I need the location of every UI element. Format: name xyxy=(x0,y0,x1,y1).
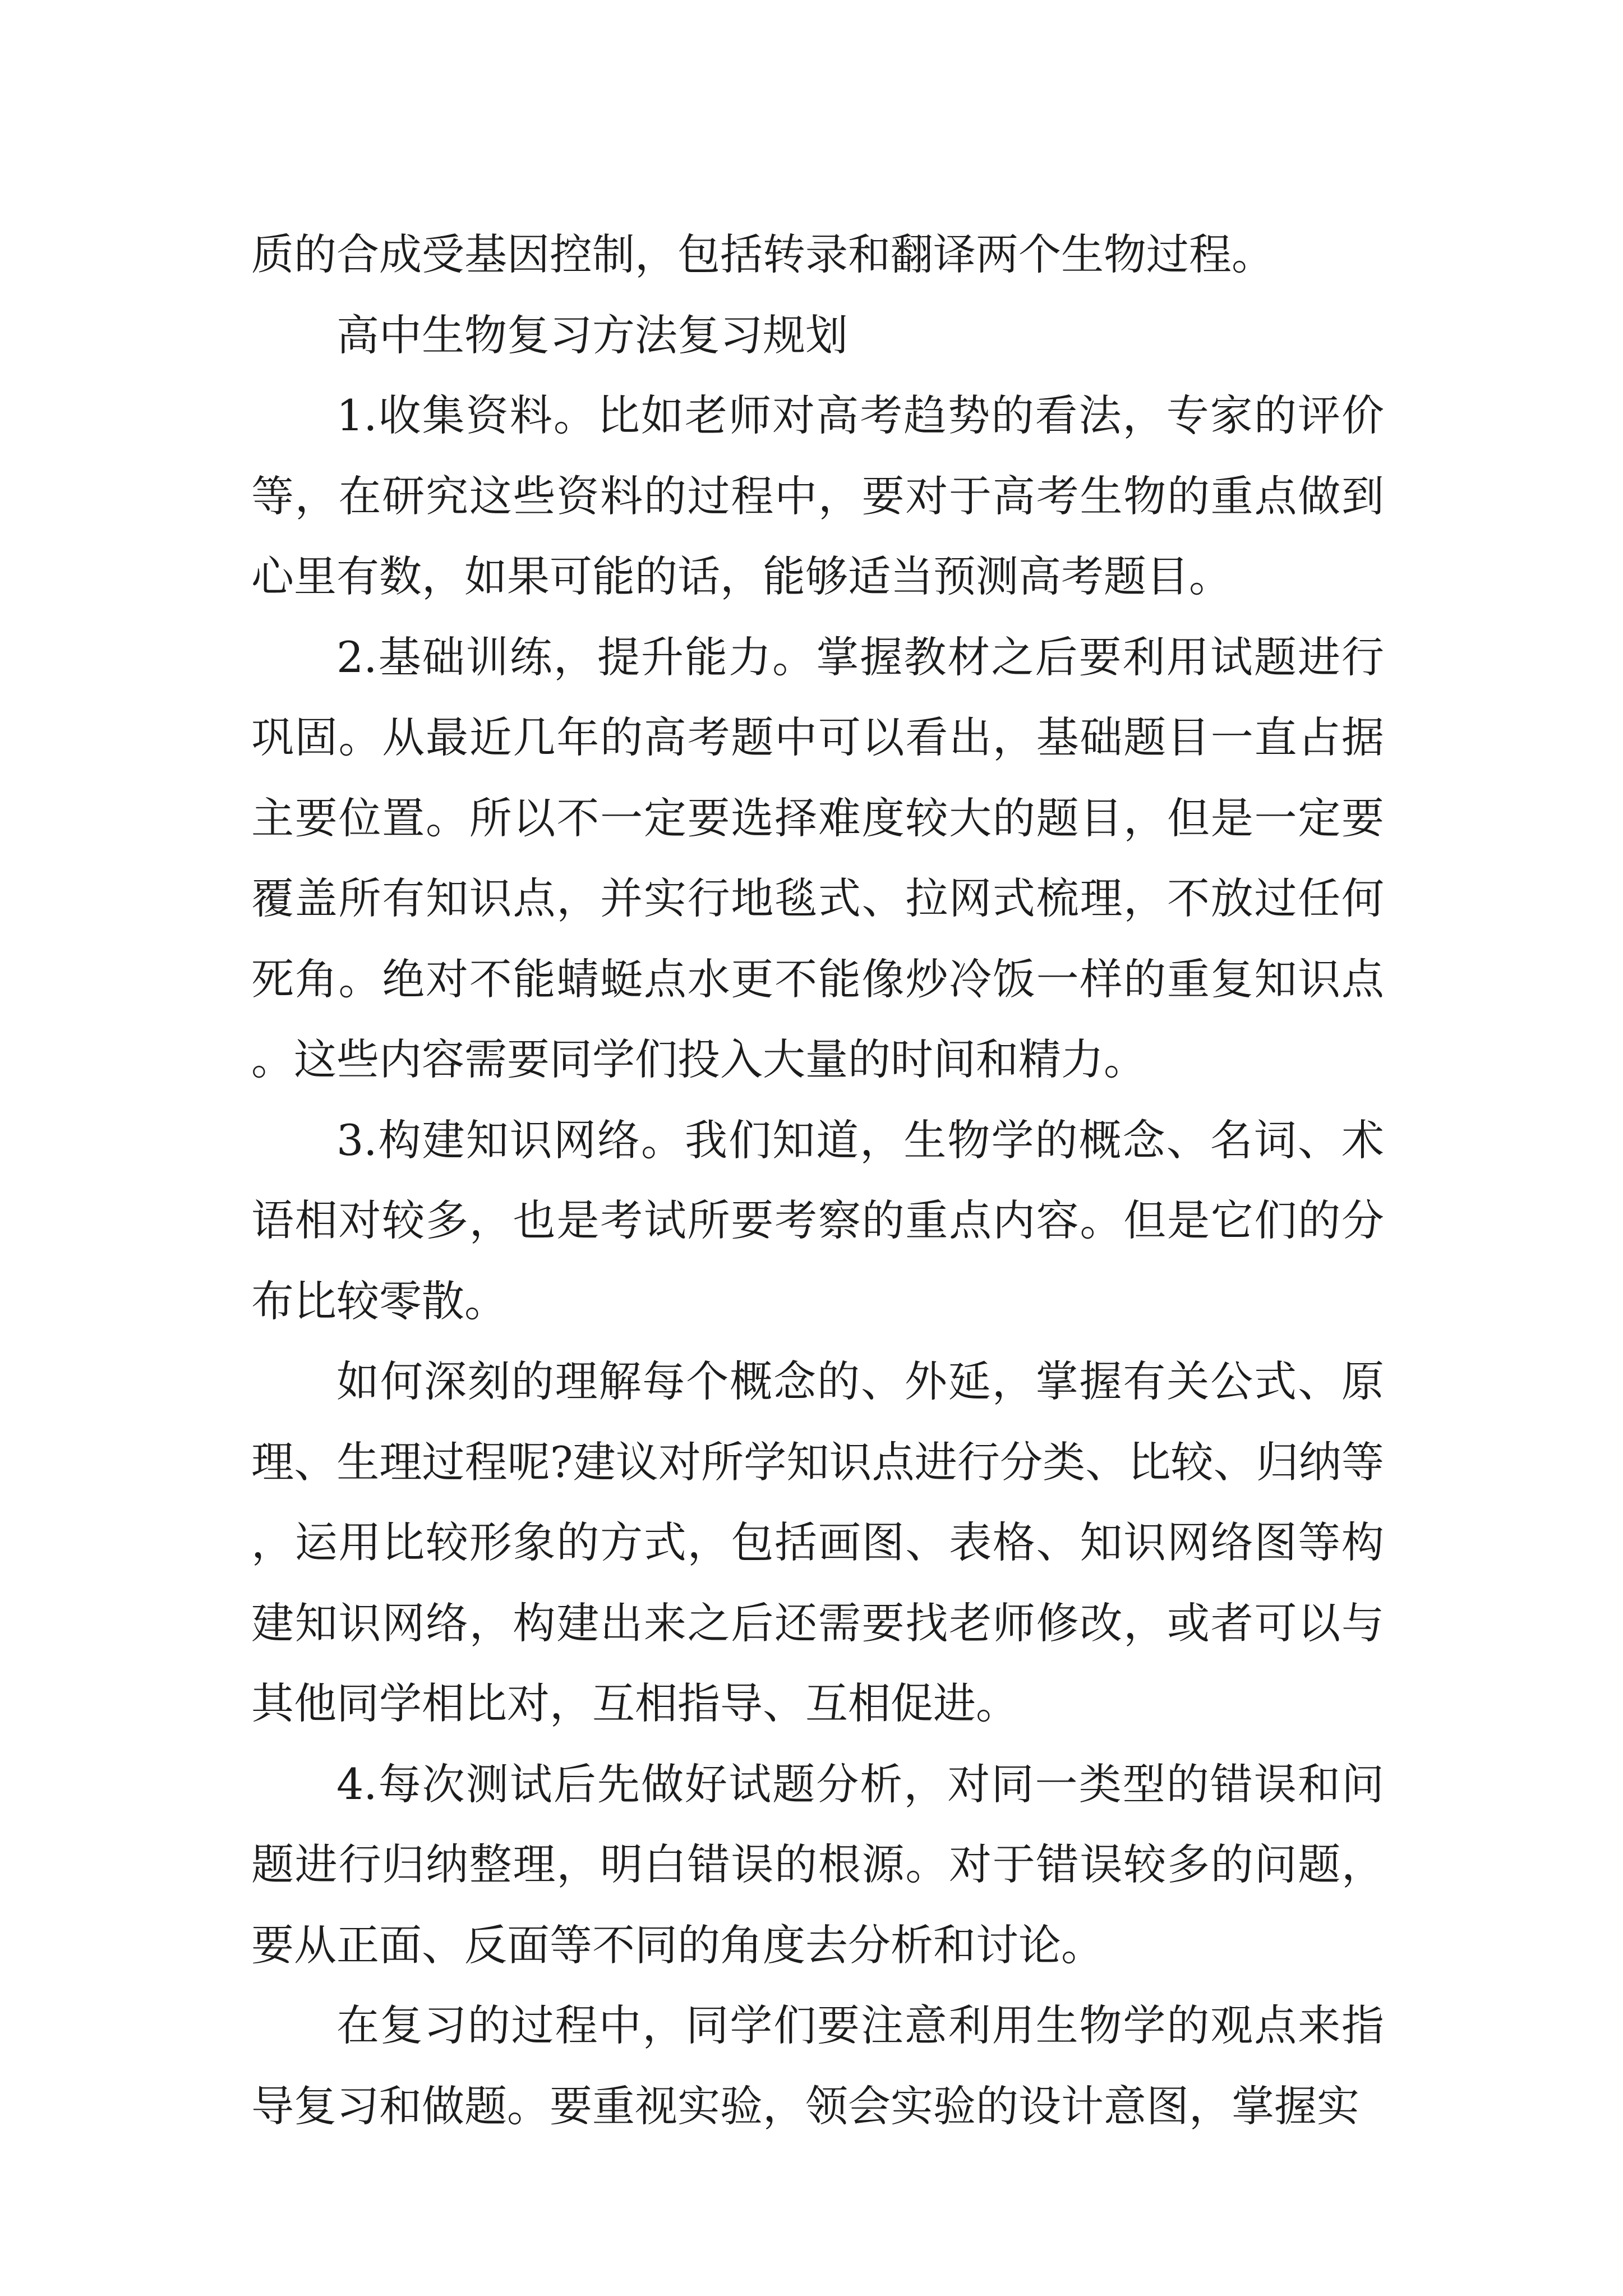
paragraph-item-1: 1.收集资料。比如老师对高考趋势的看法，专家的评价等，在研究这些资料的过程中，要对于高考生物的重点做到心里有数，如果可能的话，能够适当预测高考题目。 xyxy=(251,390,1384,601)
paragraph-continuation: 质的合成受基因控制，包括转录和翻译两个生物过程。 xyxy=(251,229,1274,279)
paragraph-item-4: 4.每次测试后先做好试题分析，对同一类型的错误和问题进行归纳整理，明白错误的根源。对于错误较多的问题，要从正面、反面等不同的角度去分析和讨论。 xyxy=(251,1759,1384,1970)
paragraph-item-3: 3.构建知识网络。我们知道，生物学的概念、名词、术语相对较多，也是考试所要考察的重点内容。但是它们的分布比较零散。 xyxy=(251,1115,1384,1326)
paragraph-review-process: 在复习的过程中，同学们要注意利用生物学的观点来指导复习和做题。要重视实验，领会实验的设计意图，掌握实 xyxy=(251,2000,1384,2131)
section-heading: 高中生物复习方法复习规划 xyxy=(336,310,848,360)
paragraph-knowledge-network: 如何深刻的理解每个概念的、外延，掌握有关公式、原理、生理过程呢?建议对所学知识点进行分类、比较、归纳等，运用比较形象的方式，包括画图、表格、知识网络图等构建知识网络，构建出来之后还需要找老师修改，或者可以与其他同学相比对，互相指导、互相促进。 xyxy=(251,1356,1384,1728)
paragraph-item-2: 2.基础训练，提升能力。掌握教材之后要利用试题进行巩固。从最近几年的高考题中可以看出，基础题目一直占据主要位置。所以不一定要选择难度较大的题目，但是一定要覆盖所有知识点，并实行地毯式、拉网式梳理，不放过任何死角。绝对不能蜻蜓点水更不能像炒冷饭一样的重复知识点。这些内容需要同学们投入大量的时间和精力。 xyxy=(251,632,1384,1084)
document-body xyxy=(251,214,1384,2146)
